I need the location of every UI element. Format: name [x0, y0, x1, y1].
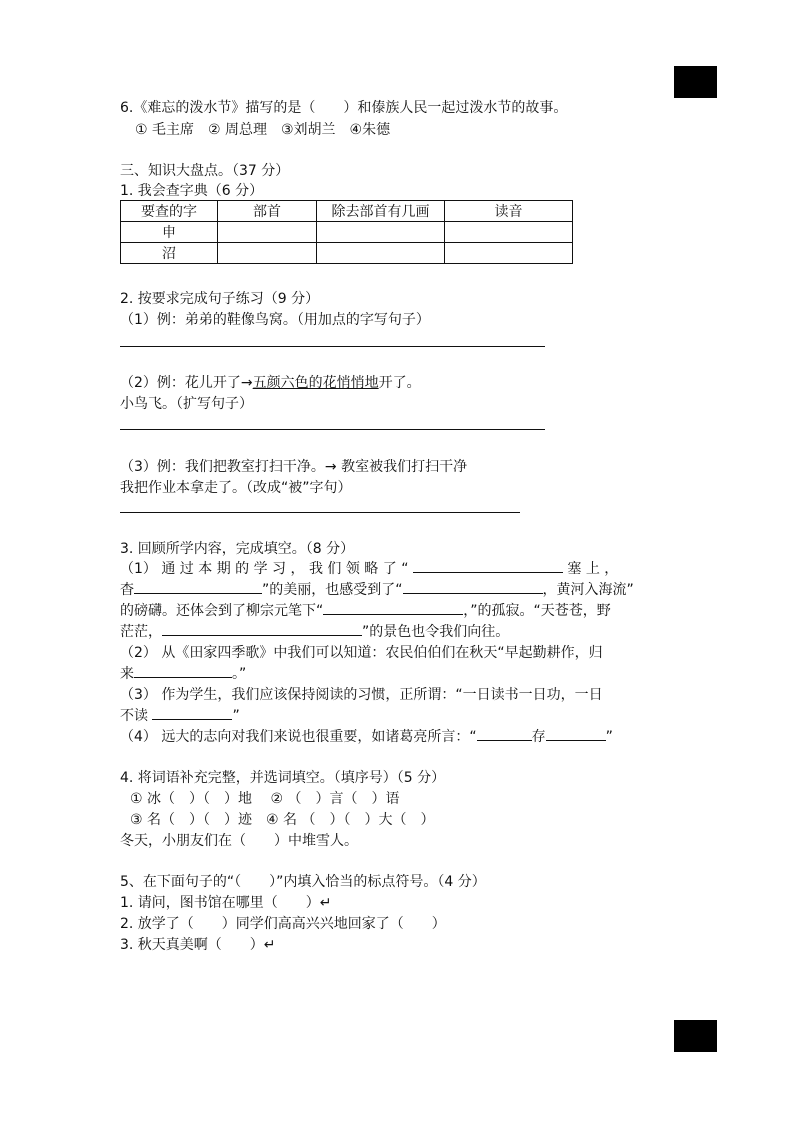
s3-l4-tail: ”的景色也令我们向往。 [362, 624, 510, 640]
s3-l2-tail: ，黄河入海流” [542, 582, 634, 598]
s3-line6 [120, 663, 246, 683]
s5-title: 5、在下面句子的“（ ）”内填入恰当的标点符号。（4 分） [120, 874, 486, 890]
s2-part2-underlined: 五颜六色的花悄悄地 [252, 375, 379, 391]
s4-line3: 冬天，小朋友们在（ ）中堆雪人。 [120, 833, 358, 849]
s2-part3-task: 我把作业本拿走了。（改成“被”字句） [120, 480, 352, 496]
answer-line-2[interactable] [120, 429, 545, 430]
s3-l1-text: （1） 通 过 本 期 的 学 习 ， 我 们 领 略 了 “ [120, 561, 409, 577]
arrow-icon: → [240, 375, 253, 391]
s3-l3-tail: ，”的孤寂。“天苍苍，野 [463, 603, 611, 619]
corner-mark-bottom [674, 1020, 717, 1052]
row-radical-cell[interactable] [218, 243, 317, 264]
s1-title: 1. 我会查字典（6 分） [120, 183, 264, 199]
s3-l9-mid: 存 [531, 729, 546, 745]
s3-line3 [120, 600, 611, 620]
s3-l6-tail: 。” [232, 666, 247, 682]
s3-l8-tail: ” [232, 708, 240, 724]
blank[interactable] [403, 579, 543, 594]
blank[interactable] [477, 726, 532, 741]
s2-part2-example [120, 372, 421, 392]
corner-mark-top [674, 66, 717, 98]
blank[interactable] [134, 663, 232, 678]
s5-line1: 1. 请问，图书馆在哪里（ ）↵ [120, 895, 332, 911]
row-pinyin-cell[interactable] [445, 243, 573, 264]
blank[interactable] [323, 600, 463, 615]
s2-part2-task: 小鸟飞。（扩写句子） [120, 396, 253, 412]
s2-part1: （1）例：弟弟的鞋像鸟窝。（用加点的字写句子） [120, 312, 430, 328]
header-pinyin: 读音 [445, 201, 573, 222]
table-row [121, 222, 573, 243]
s4-line1: ① 冰（ ）（ ）地 ② （ ）言（ ）语 [130, 791, 400, 807]
s4-title: 4. 将词语补充完整，并选词填空。（填序号）（5 分） [120, 770, 446, 786]
section-3-title: 三、知识大盘点。（37 分） [120, 163, 290, 179]
header-radical: 部首 [218, 201, 317, 222]
s3-l9-head: （4） 远大的志向对我们来说也很重要，如诸葛亮所言：“ [120, 729, 477, 745]
s2-part3-example: （3）例：我们把教室打扫干净。→ 教室被我们打扫干净 [120, 459, 468, 475]
table-header-row [121, 201, 573, 222]
row-radical-cell[interactable] [218, 222, 317, 243]
blank[interactable] [413, 558, 563, 573]
s5-line3: 3. 秋天真美啊（ ）↵ [120, 937, 276, 953]
row-char: 申 [121, 222, 218, 243]
q6-question: 6.《难忘的泼水节》描写的是（ ）和傣族人民一起过泼水节的故事。 [120, 100, 568, 116]
s2-part2-suffix: 开了。 [378, 375, 421, 391]
blank[interactable] [162, 621, 362, 636]
s3-title: 3. 回顾所学内容，完成填空。（8 分） [120, 541, 355, 557]
row-pinyin-cell[interactable] [445, 222, 573, 243]
row-strokes-cell[interactable] [317, 222, 445, 243]
blank[interactable] [546, 726, 606, 741]
s4-line2: ③ 名（ ）（ ）迹 ④ 名 （ ）（ ）大（ ） [130, 812, 435, 828]
s3-line5: （2） 从《田家四季歌》中我们可以知道：农民伯伯们在秋天“早起勤耕作，归 [120, 645, 603, 661]
s3-l3-head: 的磅礴。还体会到了柳宗元笔下“ [120, 603, 324, 619]
s3-l4-head: 茫茫， [120, 624, 162, 640]
row-char: 沼 [121, 243, 218, 264]
s3-l6-head: 来 [120, 666, 134, 682]
s3-line9 [120, 726, 613, 746]
s3-l8-head: 不读 [120, 708, 148, 724]
s3-line1 [120, 558, 618, 578]
s2-title: 2. 按要求完成句子练习（9 分） [120, 291, 320, 307]
s3-l2-mid: ”的美丽，也感受到了“ [262, 582, 403, 598]
dictionary-table [120, 200, 573, 264]
s2-part2-prefix: （2）例：花儿开了 [120, 375, 241, 391]
header-char: 要查的字 [121, 201, 218, 222]
row-strokes-cell[interactable] [317, 243, 445, 264]
s3-l1-tail: 塞 上 ， [567, 561, 619, 577]
answer-line-1[interactable] [120, 346, 545, 347]
s5-line2: 2. 放学了（ ）同学们高高兴兴地回家了（ ） [120, 916, 446, 932]
blank[interactable] [134, 579, 262, 594]
s3-l9-tail: ” [605, 729, 613, 745]
s3-line7: （3） 作为学生，我们应该保持阅读的习惯，正所谓：“一日读书一日功，一日 [120, 687, 603, 703]
s3-line8 [120, 705, 240, 725]
blank[interactable] [152, 705, 232, 720]
q6-options: ① 毛主席 ② 周总理 ③刘胡兰 ④朱德 [135, 122, 391, 138]
s3-l2-head: 杳 [120, 582, 134, 598]
answer-line-3[interactable] [120, 512, 520, 513]
header-strokes: 除去部首有几画 [317, 201, 445, 222]
table-row [121, 243, 573, 264]
s3-line2 [120, 579, 634, 599]
s3-line4 [120, 621, 509, 641]
